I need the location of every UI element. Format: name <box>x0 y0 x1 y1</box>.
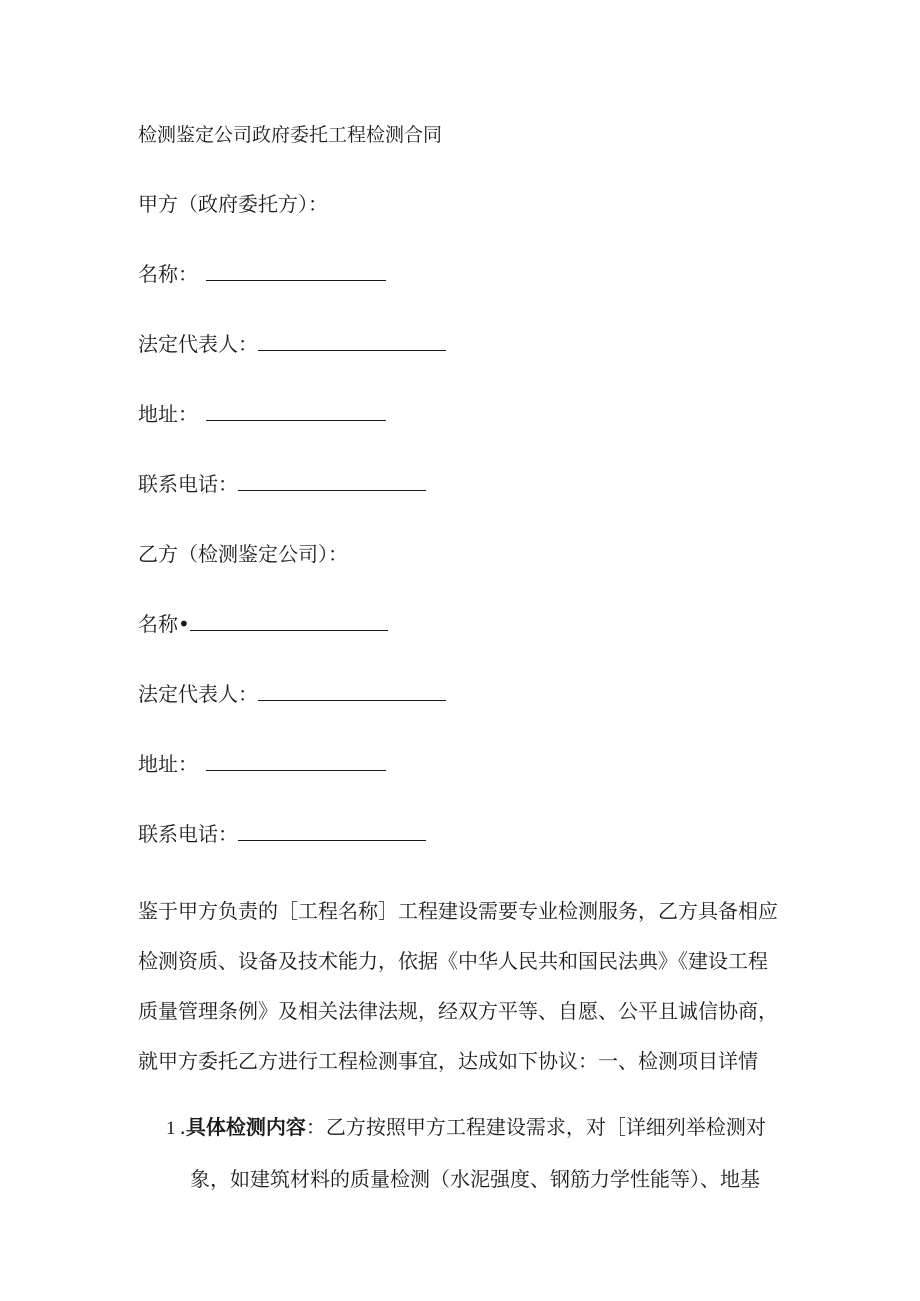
list-item-separator: . <box>179 1115 186 1139</box>
preamble-line: 鉴于甲方负责的［工程名称］工程建设需要专业检测服务，乙方具备相应 <box>138 899 778 923</box>
party-a-name-row <box>138 260 386 288</box>
party-b-name-row <box>138 610 388 638</box>
party-a-address-blank[interactable] <box>206 402 386 421</box>
list-item <box>166 1102 796 1204</box>
party-a-address-label: 地址： <box>138 402 198 426</box>
party-a-address-row <box>138 400 386 428</box>
party-a-rep-row <box>138 330 446 358</box>
party-b-phone-row <box>138 820 426 848</box>
party-b-address-label: 地址： <box>138 752 198 776</box>
party-a-phone-row <box>138 470 426 498</box>
party-b-address-blank[interactable] <box>206 752 386 771</box>
party-b-name-blank[interactable] <box>190 612 388 631</box>
party-b-rep-label: 法定代表人： <box>138 682 258 706</box>
document-title: 检测鉴定公司政府委托工程检测合同 <box>138 124 443 146</box>
preamble-line: 质量管理条例》及相关法律法规，经双方平等、自愿、公平且诚信协商， <box>138 999 778 1023</box>
party-b-heading: 乙方（检测鉴定公司）： <box>138 542 348 566</box>
party-b-name-label: 名称• <box>138 612 190 636</box>
party-b-phone-label: 联系电话： <box>138 822 238 846</box>
list-item-number: 1 <box>166 1118 176 1139</box>
party-b-phone-blank[interactable] <box>238 822 426 841</box>
party-a-rep-blank[interactable] <box>258 332 446 351</box>
preamble-line: 就甲方委托乙方进行工程检测事宜，达成如下协议：一、检测项目详情 <box>138 1049 758 1073</box>
party-b-address-row <box>138 750 386 778</box>
party-b-rep-row <box>138 680 446 708</box>
preamble-line: 检测资质、设备及技术能力，依据《中华人民共和国民法典》《建设工程 <box>138 949 768 973</box>
party-b-rep-blank[interactable] <box>258 682 446 701</box>
party-a-name-blank[interactable] <box>206 262 386 281</box>
party-a-phone-label: 联系电话： <box>138 472 238 496</box>
party-a-heading: 甲方（政府委托方）： <box>138 192 328 216</box>
party-a-name-label: 名称： <box>138 262 198 286</box>
preamble-paragraph <box>138 886 788 1086</box>
list-item-first-line <box>166 1102 796 1154</box>
list-item-text: ：乙方按照甲方工程建设需求，对［详细列举检测对 <box>305 1115 766 1139</box>
list-item-continuation: 象，如建筑材料的质量检测（水泥强度、钢筋力学性能等）、地基 <box>190 1167 760 1191</box>
list-item-bold-label: 具体检测内容 <box>185 1115 306 1139</box>
party-a-rep-label: 法定代表人： <box>138 332 258 356</box>
party-a-phone-blank[interactable] <box>238 472 426 491</box>
